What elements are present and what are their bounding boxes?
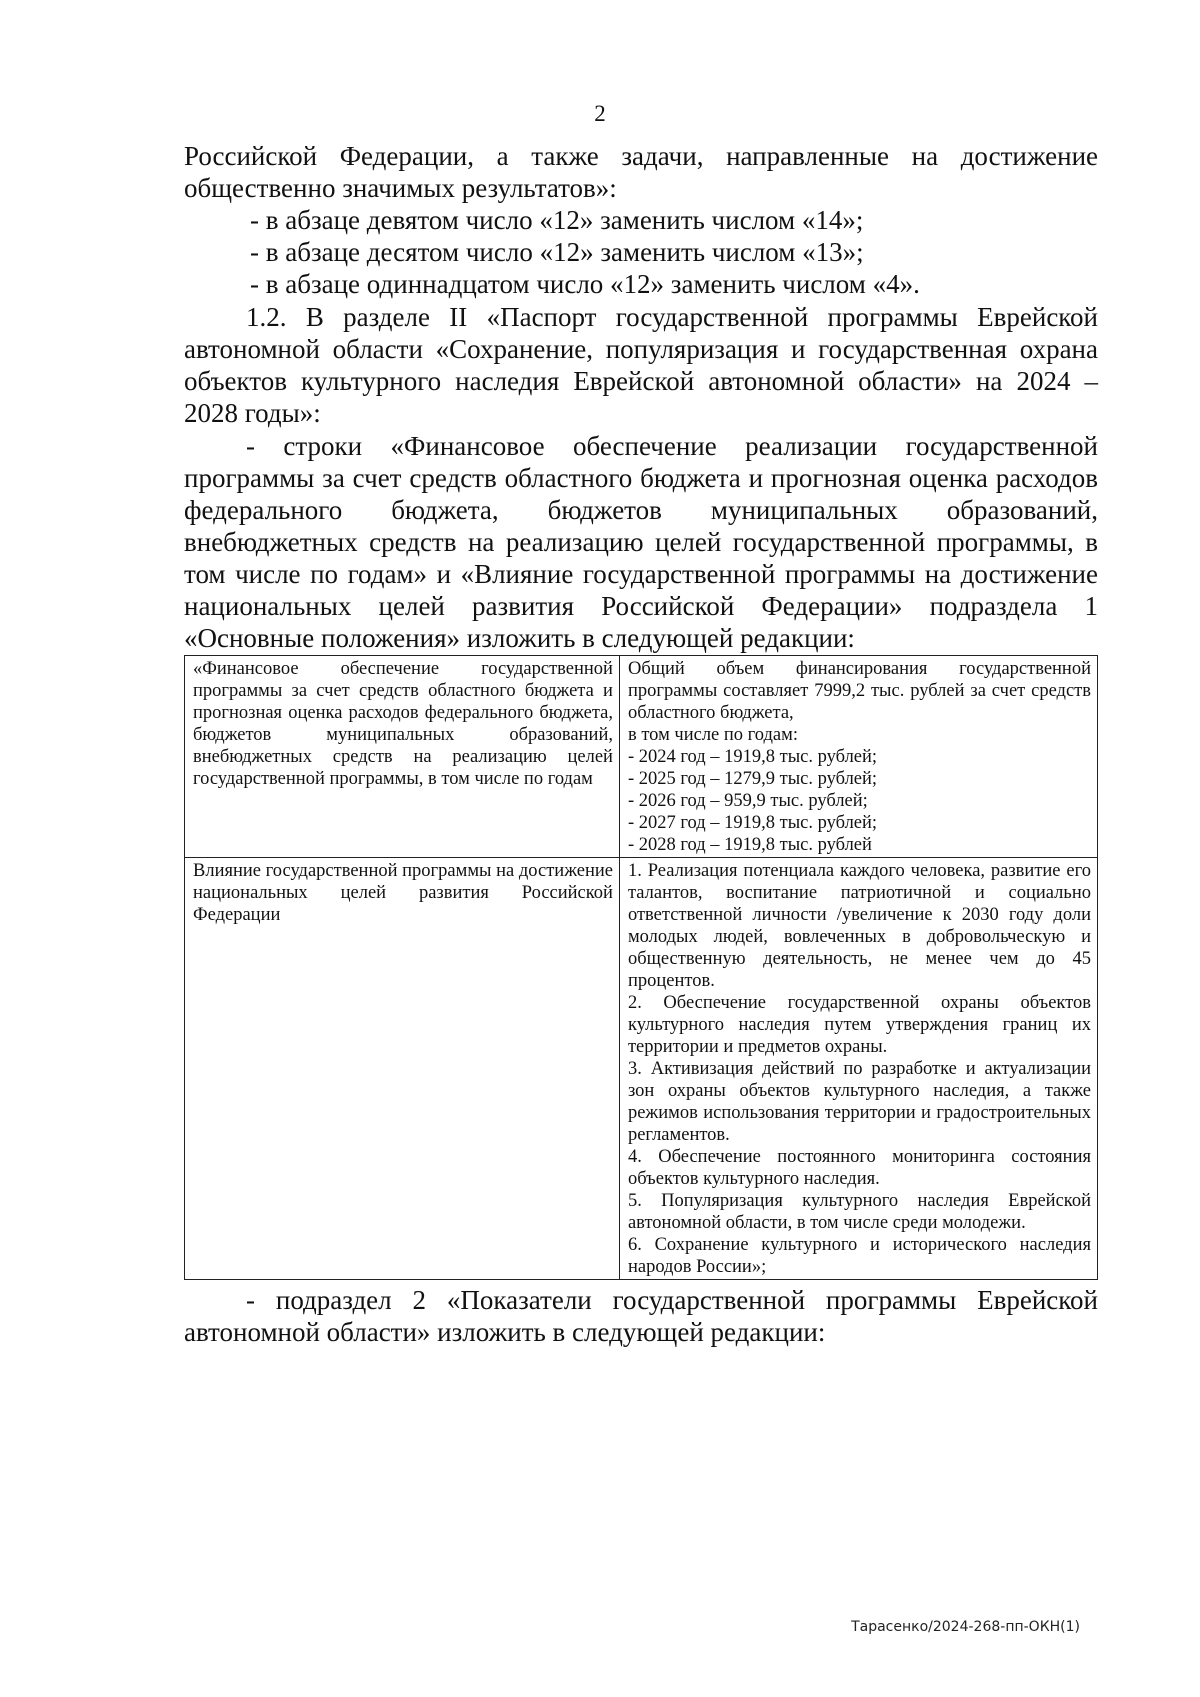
financing-year: - 2026 год – 959,9 тыс. рублей; [627,791,868,811]
national-goal-item: 4. Обеспечение постоянного мониторинга состояния объектов культурного наследия. [627,1147,1091,1189]
national-goal-item: 3. Активизация действий по разработке и актуализации зон охраны объектов культурного наследия, а также режимов использования территории и градостроительных регламентов. [627,1059,1091,1145]
amendment-item: - в абзаце одиннадцатом число «12» заменить числом «4». [250,269,920,299]
section-1-2-paragraph: 1.2. В разделе II «Паспорт государственной программы Еврейской автономной области «Сохранение, популяризация и государственная охрана объектов культурного наследия Еврейской автономной области» на 2024 – 2028 годы»: [184,302,1098,428]
financing-years-header: в том числе по годам: [627,725,798,745]
continuation-paragraph: Российской Федерации, а также задачи, направленные на достижение общественно значимых результатов»: [184,141,1098,203]
financing-year: - 2024 год – 1919,8 тыс. рублей; [627,747,878,767]
amendment-item: - в абзаце десятом число «12» заменить числом «13»; [250,237,864,267]
financing-label-cell: «Финансовое обеспечение государственной программы за счет средств областного бюджета и прогнозная оценка расходов федерального бюджета, бюджетов муниципальных образований, внебюджетных средств на реализацию целей государственной программы, в том числе по годам [185,656,620,858]
document-id-footer: Тарасенко/2024-268-пп-ОКН(1) [851,1619,1080,1635]
national-goal-item: 6. Сохранение культурного и исторического наследия народов России»; [627,1235,1091,1277]
financing-year: - 2025 год – 1279,9 тыс. рублей; [627,769,878,789]
national-goals-label-cell: Влияние государственной программы на достижение национальных целей развития Российской Федерации [185,858,620,1280]
financing-year: - 2027 год – 1919,8 тыс. рублей; [627,813,878,833]
table-row [185,656,1098,858]
national-goal-item: 5. Популяризация культурного наследия Еврейской автономной области, в том числе среди молодежи. [627,1191,1091,1233]
document-body [184,140,1098,1348]
page-number: 2 [594,101,606,126]
subsection-2-paragraph: - подраздел 2 «Показатели государственной программы Еврейской автономной области» изложить в следующей редакции: [184,1285,1098,1347]
national-goal-item: 2. Обеспечение государственной охраны объектов культурного наследия путем утверждения границ их территории и предметов охраны. [627,993,1091,1057]
financing-year: - 2028 год – 1919,8 тыс. рублей [627,835,872,855]
table-row [185,858,1098,1280]
passport-table [184,655,1098,1280]
financing-value-cell [619,656,1097,858]
national-goals-value-cell [619,858,1097,1280]
rows-instruction-paragraph: - строки «Финансовое обеспечение реализации государственной программы за счет средств областного бюджета и прогнозная оценка расходов федерального бюджета, бюджетов муниципальных образований, внебюджетных средств на реализацию целей государственной программы, в том числе по годам» и «Влияние государственной программы на достижение национальных целей развития Российской Федерации» подраздела 1 «Основные положения» изложить в следующей редакции: [184,431,1098,653]
financing-total: Общий объем финансирования государственной программы составляет 7999,2 тыс. рублей за счет средств областного бюджета, [627,659,1091,723]
national-goal-item: 1. Реализация потенциала каждого человека, развитие его талантов, воспитание патриотичной и социально ответственной личности /увеличение к 2030 году доли молодых людей, вовлеченных в добровольческую и общественную деятельность, не менее чем до 45 процентов. [627,861,1091,991]
amendment-item: - в абзаце девятом число «12» заменить числом «14»; [250,205,864,235]
